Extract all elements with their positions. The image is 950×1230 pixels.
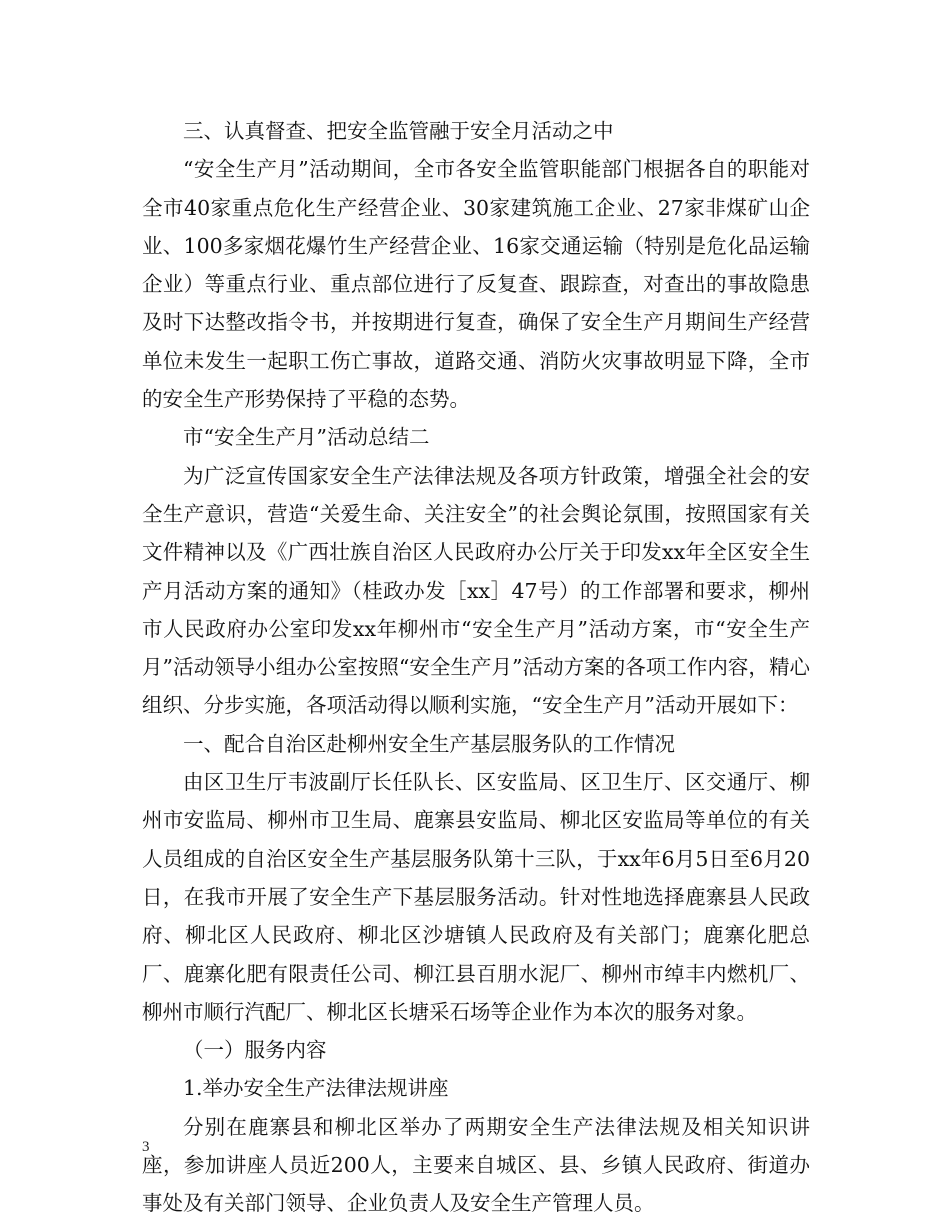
document-subtitle: 市“安全生产月”活动总结二 (183, 425, 430, 450)
document-body (142, 112, 810, 1223)
subsection-heading: （一）服务内容 (183, 1038, 327, 1063)
body-paragraph: 为广泛宣传国家安全生产法律法规及各项方针政策，增强全社会的安全生产意识，营造“关爱生命、关注安全”的社会舆论氛围，按照国家有关文件精神以及《广西壮族自治区人民政府办公厅关于印发xx年全区安全生产月活动方案的通知》（桂政办发［xx］47号）的工作部署和要求，柳州市人民政府办公室印发xx年柳州市“安全生产月”活动方案，市“安全生产月”活动领导小组办公室按照“安全生产月”活动方案的各项工作内容，精心组织、分步实施，各项活动得以顺利实施，“安全生产月”活动开展如下： (142, 463, 810, 718)
body-paragraph: 分别在鹿寨县和柳北区举办了两期安全生产法律法规及相关知识讲座，参加讲座人员近200人，主要来自城区、县、乡镇人民政府、街道办事处及有关部门领导、企业负责人及安全生产管理人员。 (142, 1114, 810, 1216)
section-heading: 一、配合自治区赴柳州安全生产基层服务队的工作情况 (183, 731, 675, 756)
item-heading: 1.举办安全生产法律法规讲座 (183, 1076, 449, 1101)
body-paragraph: “安全生产月”活动期间，全市各安全监管职能部门根据各自的职能对全市40家重点危化生产经营企业、30家建筑施工企业、27家非煤矿山企业、100多家烟花爆竹生产经营企业、16家交通运输（特别是危化品运输企业）等重点行业、重点部位进行了反复查、跟踪查，对查出的事故隐患及时下达整改指令书，并按期进行复查，确保了安全生产月期间生产经营单位未发生一起职工伤亡事故，道路交通、消防火灾事故明显下降，全市的安全生产形势保持了平稳的态势。 (142, 157, 810, 412)
body-paragraph: 由区卫生厅韦波副厅长任队长、区安监局、区卫生厅、区交通厅、柳州市安监局、柳州市卫生局、鹿寨县安监局、柳北区安监局等单位的有关人员组成的自治区安全生产基层服务队第十三队，于xx年6月5日至6月20日，在我市开展了安全生产下基层服务活动。针对性地选择鹿寨县人民政府、柳北区人民政府、柳北区沙塘镇人民政府及有关部门；鹿寨化肥总厂、鹿寨化肥有限责任公司、柳江县百朋水泥厂、柳州市绰丰内燃机厂、柳州市顺行汽配厂、柳北区长塘采石场等企业作为本次的服务对象。 (142, 770, 810, 1024)
section-heading: 三、认真督查、把安全监管融于安全月活动之中 (183, 119, 614, 143)
page-number: 3 (142, 1139, 150, 1155)
